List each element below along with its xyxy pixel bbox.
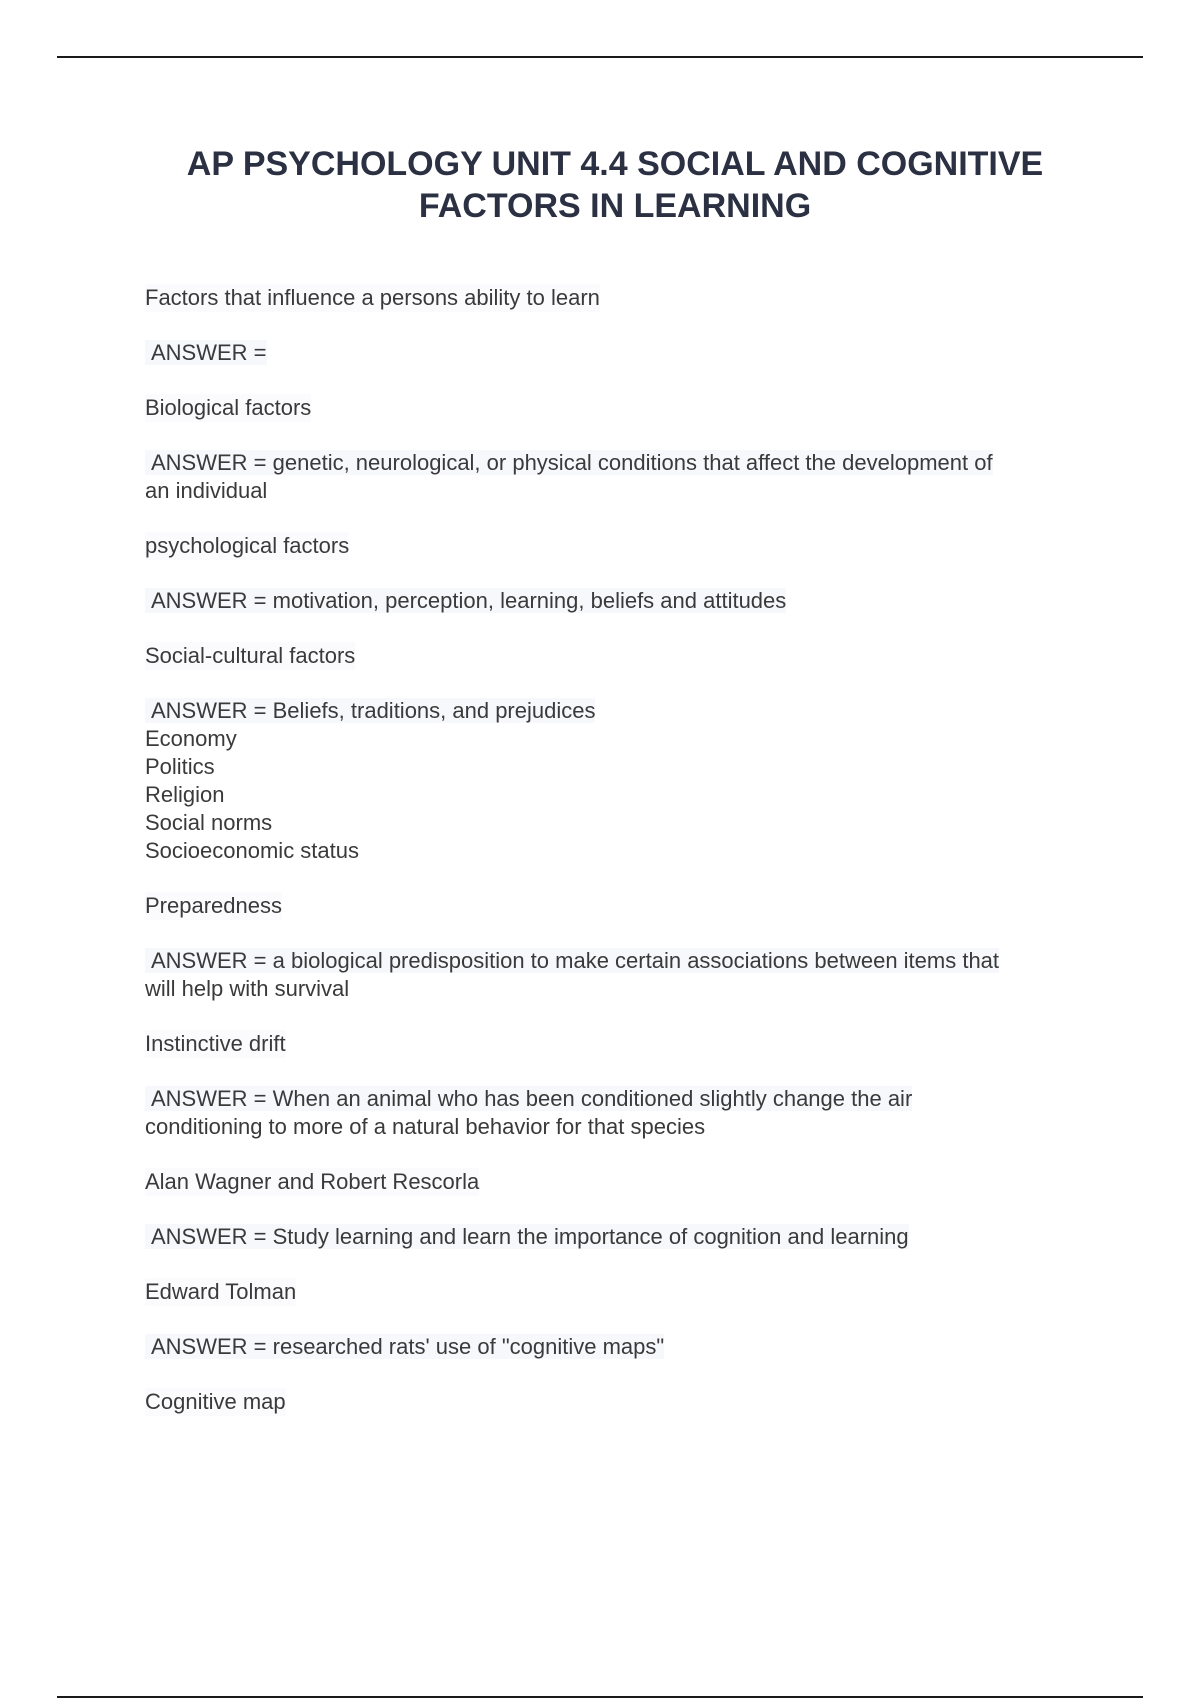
answer-block bbox=[145, 449, 1090, 505]
answer-text: ANSWER = genetic, neurological, or physical conditions that affect the development of bbox=[145, 450, 993, 475]
qa-item bbox=[145, 1388, 1090, 1443]
question-text: Instinctive drift bbox=[145, 1031, 286, 1056]
qa-item bbox=[145, 394, 1090, 505]
title-line-1: AP PSYCHOLOGY UNIT 4.4 SOCIAL AND COGNITIVE bbox=[186, 145, 1044, 183]
answer-continuation: an individual bbox=[145, 478, 268, 503]
qa-item bbox=[145, 1278, 1090, 1361]
answer-block bbox=[145, 1223, 1090, 1251]
answer-list-line: Socioeconomic status bbox=[145, 838, 359, 863]
bottom-rule bbox=[57, 1696, 1143, 1698]
qa-item bbox=[145, 1168, 1090, 1251]
question-text: Alan Wagner and Robert Rescorla bbox=[145, 1169, 480, 1194]
answer-text: ANSWER = bbox=[145, 340, 267, 365]
qa-list bbox=[145, 284, 1090, 1443]
qa-item bbox=[145, 1030, 1090, 1141]
answer-text: ANSWER = motivation, perception, learning, beliefs and attitudes bbox=[145, 588, 786, 613]
question-text: Edward Tolman bbox=[145, 1279, 297, 1304]
answer-block bbox=[145, 947, 1090, 1003]
qa-item bbox=[145, 892, 1090, 1003]
qa-item bbox=[145, 642, 1090, 865]
answer-block bbox=[145, 697, 1090, 865]
question-text: Social-cultural factors bbox=[145, 643, 356, 668]
answer-continuation: conditioning to more of a natural behavior for that species bbox=[145, 1114, 706, 1139]
qa-item bbox=[145, 284, 1090, 367]
answer-text: ANSWER = Study learning and learn the importance of cognition and learning bbox=[145, 1224, 909, 1249]
page-title bbox=[100, 143, 1130, 227]
question-text: Preparedness bbox=[145, 893, 282, 918]
qa-item bbox=[145, 532, 1090, 615]
question-text: psychological factors bbox=[145, 533, 350, 558]
answer-block bbox=[145, 1333, 1090, 1361]
answer-list-line: Economy bbox=[145, 726, 237, 751]
title-line-2: FACTORS IN LEARNING bbox=[418, 187, 812, 225]
answer-text: ANSWER = Beliefs, traditions, and prejudices bbox=[145, 698, 595, 723]
answer-text: ANSWER = a biological predisposition to make certain associations between items that bbox=[145, 948, 999, 973]
answer-list-line: Religion bbox=[145, 782, 225, 807]
question-text: Cognitive map bbox=[145, 1389, 286, 1414]
answer-text: ANSWER = researched rats' use of "cognitive maps" bbox=[145, 1334, 664, 1359]
question-text: Biological factors bbox=[145, 395, 312, 420]
answer-continuation: will help with survival bbox=[145, 976, 350, 1001]
answer-text: ANSWER = When an animal who has been conditioned slightly change the air bbox=[145, 1086, 912, 1111]
answer-block bbox=[145, 587, 1090, 615]
answer-list-line: Social norms bbox=[145, 810, 273, 835]
answer-block bbox=[145, 339, 1090, 367]
answer-block bbox=[145, 1085, 1090, 1141]
question-text: Factors that influence a persons ability to learn bbox=[145, 285, 600, 310]
top-rule bbox=[57, 56, 1143, 58]
answer-list-line: Politics bbox=[145, 754, 215, 779]
